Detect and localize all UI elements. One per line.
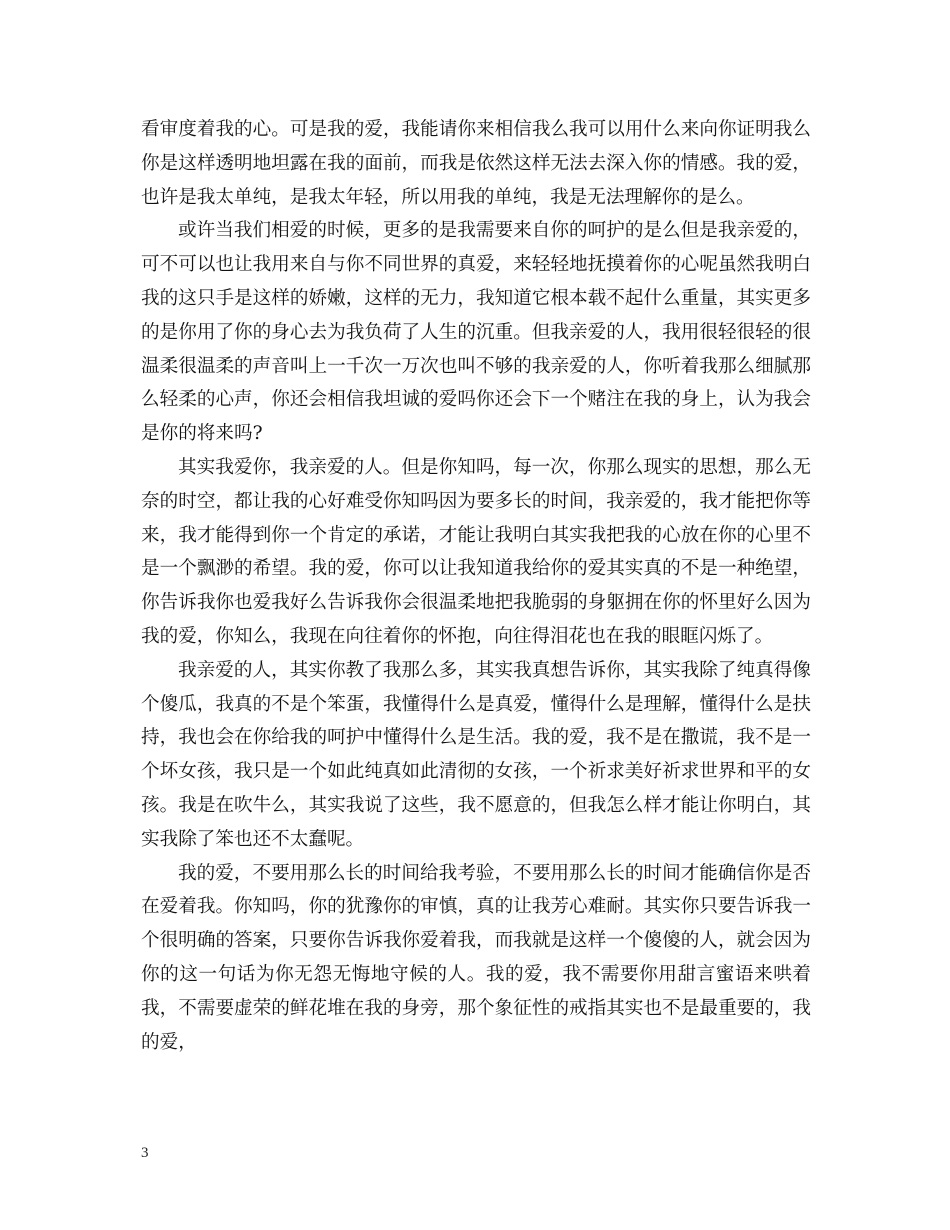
paragraph-5: 我的爱，不要用那么长的时间给我考验，不要用那么长的时间才能确信你是否在爱着我。你知吗，你的犹豫你的审慎，真的让我芳心难耐。其实你只要告诉我一个很明确的答案，只要你告诉我你爱着我，而我就是这样一个傻傻的人，就会因为你的这一句话为你无怨无悔地守候的人。我的爱，我不需要你用甜言蜜语来哄着我，不需要虚荣的鲜花堆在我的身旁，那个象征性的戒指其实也不是最重要的，我的爱， — [141, 862, 811, 1053]
paragraph-3: 其实我爱你，我亲爱的人。但是你知吗，每一次，你那么现实的思想，那么无奈的时空，都让我的心好难受你知吗因为要多长的时间，我亲爱的，我才能把你等来，我才能得到你一个肯定的承诺，才能让我明白其实我把我的心放在你的心里不是一个飘渺的希望。我的爱，你可以让我知道我给你的爱其实真的不是一种绝望，你告诉我你也爱我好么告诉我你会很温柔地把我脆弱的身躯拥在你的怀里好么因为我的爱，你知么，我现在向往着你的怀抱，向往得泪花也在我的眼眶闪烁了。 — [141, 456, 811, 647]
paragraph-1: 看审度着我的心。可是我的爱，我能请你来相信我么我可以用什么来向你证明我么你是这样透明地坦露在我的面前，而我是依然这样无法去深入你的情感。我的爱，也许是我太单纯，是我太年轻，所以用我的单纯，我是无法理解你的是么。 — [141, 119, 811, 208]
body-text — [141, 113, 811, 1059]
paragraph-4: 我亲爱的人，其实你教了我那么多，其实我真想告诉你，其实我除了纯真得像个傻瓜，我真的不是个笨蛋，我懂得什么是真爱，懂得什么是理解，懂得什么是扶持，我也会在你给我的呵护中懂得什么是生活。我的爱，我不是在撒谎，我不是一个坏女孩，我只是一个如此纯真如此清彻的女孩，一个祈求美好祈求世界和平的女孩。我是在吹牛么，其实我说了这些，我不愿意的，但我怎么样才能让你明白，其实我除了笨也还不太蠢呢。 — [141, 659, 811, 850]
page-number: 3 — [141, 1145, 149, 1161]
paragraph-2: 或许当我们相爱的时候，更多的是我需要来自你的呵护的是么但是我亲爱的，可不可以也让我用来自与你不同世界的真爱，来轻轻地抚摸着你的心呢虽然我明白我的这只手是这样的娇嫩，这样的无力，我知道它根本载不起什么重量，其实更多的是你用了你的身心去为我负荷了人生的沉重。但我亲爱的人，我用很轻很轻的很温柔很温柔的声音叫上一千次一万次也叫不够的我亲爱的人，你听着我那么细腻那么轻柔的心声，你还会相信我坦诚的爱吗你还会下一个赌注在我的身上，认为我会是你的将来吗? — [141, 220, 811, 445]
